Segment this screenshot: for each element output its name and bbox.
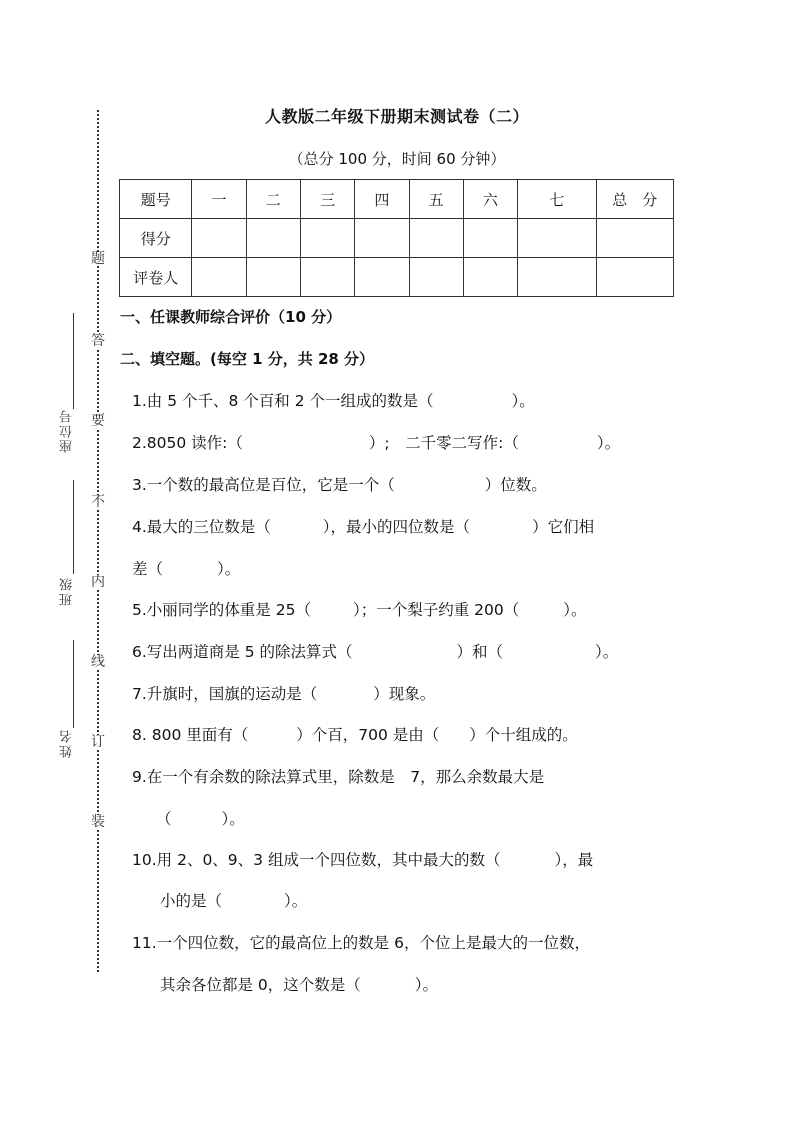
section-1-heading: 一、任课教师综合评价（10 分） [120,308,342,326]
name-line [73,640,74,728]
seat-number-label: 座位号 [60,408,75,453]
grader-cell[interactable] [596,258,674,297]
score-table-header-row [120,180,674,219]
score-cell[interactable] [300,219,354,258]
class-label: 班级 [60,576,75,606]
question-2: 2.8050 读作:（ ）; 二千零二写作:（ ）。 [132,434,621,452]
question-1: 1.由 5 个千、8 个百和 2 个一组成的数是（ ）。 [132,392,535,410]
question-9-cont: （ ）。 [156,810,245,828]
question-5: 5.小丽同学的体重是 25（ ）；一个梨子约重 200（ ）。 [132,601,587,619]
margin-char-ti: 题 [91,251,105,267]
header-cell: 三 [300,180,354,219]
header-cell: 五 [409,180,463,219]
name-label: 姓名 [60,728,75,758]
question-11-cont: 其余各位都是 0，这个数是（ ）。 [160,976,439,994]
grader-cell[interactable] [463,258,517,297]
question-6: 6.写出两道商是 5 的除法算式（ ）和（ ）。 [132,643,619,661]
grader-row [120,258,674,297]
section-2-heading: 二、填空题。(每空 1 分，共 28 分） [120,350,375,368]
row-label: 得分 [120,219,192,258]
header-cell: 七 [518,180,596,219]
margin-char-nei: 内 [91,574,105,590]
header-cell: 一 [192,180,246,219]
seat-number-line [73,313,74,409]
score-cell[interactable] [596,219,674,258]
binding-dotted-line [97,110,99,972]
question-7: 7.升旗时，国旗的运动是（ ）现象。 [132,685,436,703]
margin-char-bu: 不 [91,494,105,510]
question-4-cont: 差（ ）。 [132,560,241,578]
score-cell[interactable] [246,219,300,258]
question-8: 8. 800 里面有（ ）个百，700 是由（ ）个十组成的。 [132,726,578,744]
question-4: 4.最大的三位数是（ ），最小的四位数是（ ）它们相 [132,518,595,536]
question-9: 9.在一个有余数的除法算式里，除数是 7，那么余数最大是 [132,768,545,786]
margin-char-ding: 订 [91,734,105,750]
class-line [73,480,74,574]
margin-char-yao: 要 [91,413,105,429]
header-cell: 题号 [120,180,192,219]
grader-cell[interactable] [246,258,300,297]
question-10: 10.用 2、0、9、3 组成一个四位数，其中最大的数（ ），最 [132,851,594,869]
score-cell[interactable] [518,219,596,258]
row-label: 评卷人 [120,258,192,297]
grader-cell[interactable] [518,258,596,297]
score-row [120,219,674,258]
score-cell[interactable] [192,219,246,258]
question-11: 11.一个四位数，它的最高位上的数是 6，个位上是最大的一位数， [132,934,590,952]
margin-char-da: 答 [91,333,105,349]
grader-cell[interactable] [300,258,354,297]
margin-char-zhuang: 装 [91,814,105,830]
grader-cell[interactable] [409,258,463,297]
question-10-cont: 小的是（ ）。 [160,892,308,910]
header-cell: 总 分 [596,180,674,219]
header-cell: 二 [246,180,300,219]
margin-char-xian: 线 [91,654,105,670]
score-cell[interactable] [409,219,463,258]
grader-cell[interactable] [355,258,409,297]
grader-cell[interactable] [192,258,246,297]
header-cell: 四 [355,180,409,219]
question-3: 3.一个数的最高位是百位，它是一个（ ）位数。 [132,476,547,494]
exam-title: 人教版二年级下册期末测试卷（二） [264,107,529,126]
score-cell[interactable] [355,219,409,258]
score-cell[interactable] [463,219,517,258]
exam-subtitle: （总分 100 分，时间 60 分钟） [288,150,506,168]
score-table [119,179,674,297]
header-cell: 六 [463,180,517,219]
